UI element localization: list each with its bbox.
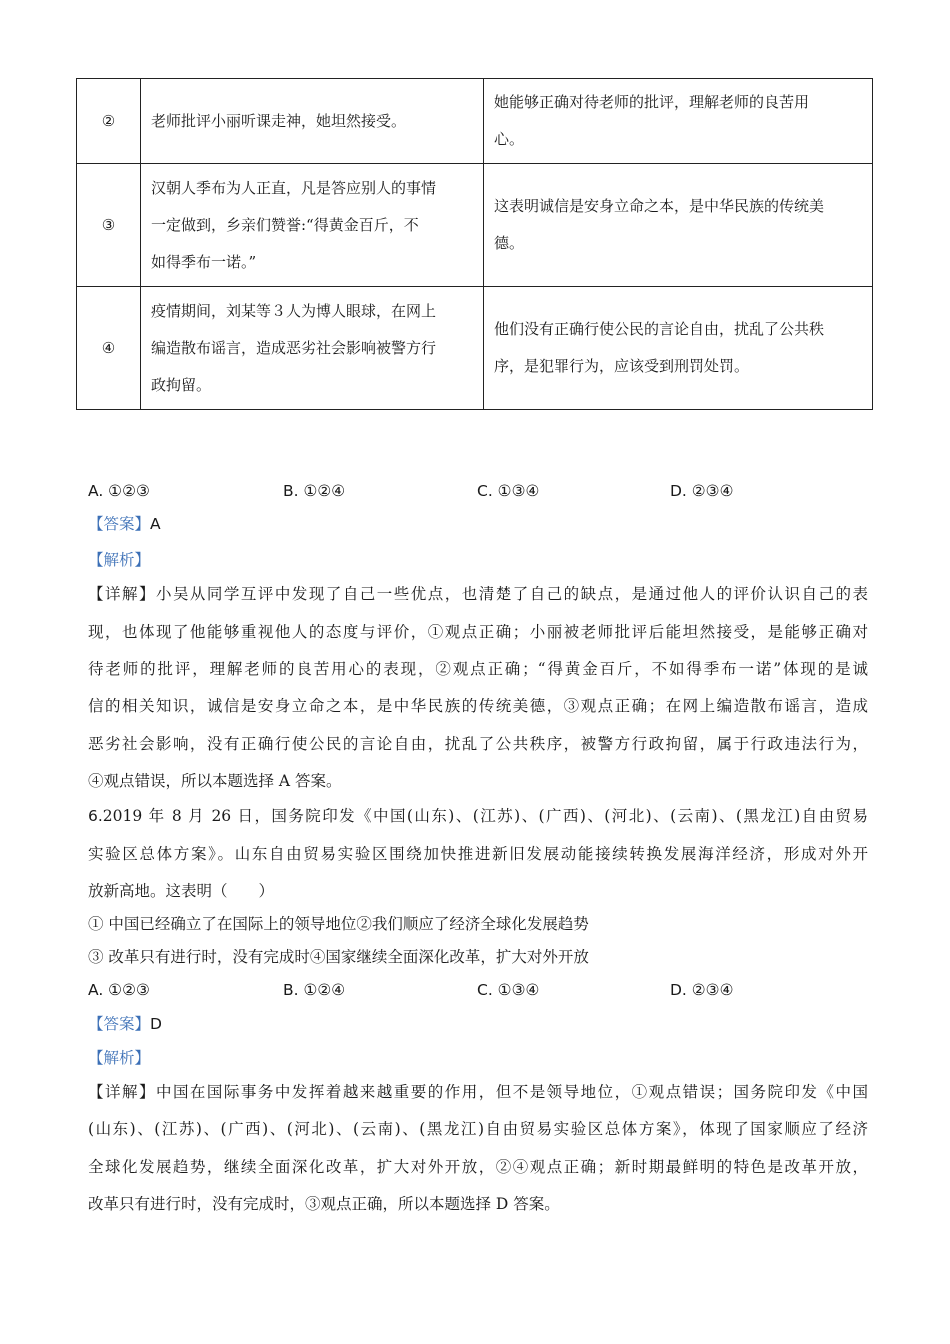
q6-option-a: A. ①②③ (88, 981, 150, 999)
q5-detail-line: 现，也体现了他能够重视他人的态度与评价，①观点正确；小丽被老师批评后能坦然接受，是能够正确对 (88, 623, 868, 641)
cell-line: 她能够正确对待老师的批评，理解老师的良苦用 (494, 93, 810, 111)
q6-statement: ③ 改革只有进行时，没有完成时④国家继续全面深化改革，扩大对外开放 (88, 948, 589, 966)
q6-statement: ① 中国已经确立了在国际上的领导地位②我们顺应了经济全球化发展趋势 (88, 915, 589, 933)
table-row (77, 164, 873, 287)
q6-option-b: B. ①②④ (283, 981, 346, 999)
detail-tag: 【详解】 (88, 1083, 156, 1101)
q6-option-d: D. ②③④ (670, 981, 734, 999)
q6-stem-line: 放新高地。这表明（ ） (88, 882, 275, 900)
cell-line: 疫情期间，刘某等３人为博人眼球，在网上 (151, 301, 437, 320)
cell-line: 一定做到，乡亲们赞誉:“得黄金百斤，不 (151, 215, 419, 234)
q5-detail-line: 信的相关知识，诚信是安身立命之本，是中华民族的传统美德，③观点正确；在网上编造散布谣言，造成 (88, 697, 868, 715)
cell-line: 老师批评小丽听课走神，她坦然接受。 (151, 111, 407, 130)
answer-value: D (150, 1015, 162, 1033)
q5-answer (88, 513, 868, 535)
cell-line: 汉朝人季布为人正直，凡是答应别人的事情 (151, 178, 437, 197)
case-cell (141, 164, 484, 287)
table-row (77, 287, 873, 410)
case-cell (141, 79, 484, 164)
cell-line: 他们没有正确行使公民的言论自由，扰乱了公共秩 (494, 320, 825, 338)
q5-detail-line: ④观点错误，所以本题选择 A 答案。 (88, 772, 342, 790)
case-cell (141, 287, 484, 410)
q6-detail-line: 【详解】中国在国际事务中发挥着越来越重要的作用，但不是领导地位，①观点错误；国务院印发《中国 (88, 1083, 868, 1101)
analysis-cell (484, 164, 873, 287)
analysis-cell (484, 79, 873, 164)
q5-detail-line: 【详解】小吴从同学互评中发现了自己一些优点，也清楚了自己的缺点，是通过他人的评价认识自己的表 (88, 585, 868, 603)
cell-line: 心。 (494, 130, 525, 148)
cell-line: 如得季布一诺。” (151, 252, 257, 271)
row-number: ③ (77, 164, 141, 287)
row-number: ④ (77, 287, 141, 410)
q5-option-b: B. ①②④ (283, 482, 346, 500)
answer-value: A (150, 515, 161, 533)
q6-detail-line: 改革只有进行时，没有完成时，③观点正确，所以本题选择 D 答案。 (88, 1195, 560, 1213)
answer-tag: 【答案】 (88, 1015, 151, 1033)
q6-stem-line: 6.2019 年 8 月 26 日，国务院印发《中国(山东)、(江苏)、(广西)、(河北)、(云南)、(黑龙江)自由贸易 (88, 807, 868, 825)
q6-detail-line: 全球化发展趋势，继续全面深化改革，扩大对外开放，②④观点正确；新时期最鲜明的特色是改革开放， (88, 1158, 868, 1176)
q5-option-a: A. ①②③ (88, 482, 150, 500)
q6-stem-line: 实验区总体方案》。山东自由贸易实验区围绕加快推进新旧发展动能接续转换发展海洋经济，形成对外开 (88, 845, 868, 863)
cell-line: 序，是犯罪行为，应该受到刑罚处罚。 (494, 357, 750, 375)
q5-detail-line: 恶劣社会影响，没有正确行使公民的言论自由，扰乱了公共秩序，被警方行政拘留，属于行政违法行为， (88, 735, 868, 753)
question-number: 6. (88, 807, 103, 825)
case-table (76, 78, 873, 410)
row-number: ② (77, 79, 141, 164)
q5-option-d: D. ②③④ (670, 482, 734, 500)
q5-detail-line: 待老师的批评，理解老师的良苦用心的表现，②观点正确；“得黄金百斤，不如得季布一诺”体现的是诚 (88, 660, 868, 678)
detail-tag: 【详解】 (88, 585, 156, 603)
cell-line: 政拘留。 (151, 375, 212, 394)
cell-line: 德。 (494, 234, 525, 252)
q5-analysis-tag: 【解析】 (88, 551, 151, 569)
cell-line: 这表明诚信是安身立命之本，是中华民族的传统美 (494, 197, 825, 215)
q6-analysis-tag: 【解析】 (88, 1049, 151, 1067)
q6-option-c: C. ①③④ (477, 981, 540, 999)
cell-line: 编造散布谣言，造成恶劣社会影响被警方行 (151, 338, 437, 357)
analysis-cell (484, 287, 873, 410)
q5-option-c: C. ①③④ (477, 482, 540, 500)
answer-tag: 【答案】 (88, 515, 151, 533)
q6-answer (88, 1013, 868, 1035)
table-row (77, 79, 873, 164)
q6-detail-line: (山东)、(江苏)、(广西)、(河北)、(云南)、(黑龙江)自由贸易实验区总体方案》，体现了国家顺应了经济 (88, 1120, 868, 1138)
